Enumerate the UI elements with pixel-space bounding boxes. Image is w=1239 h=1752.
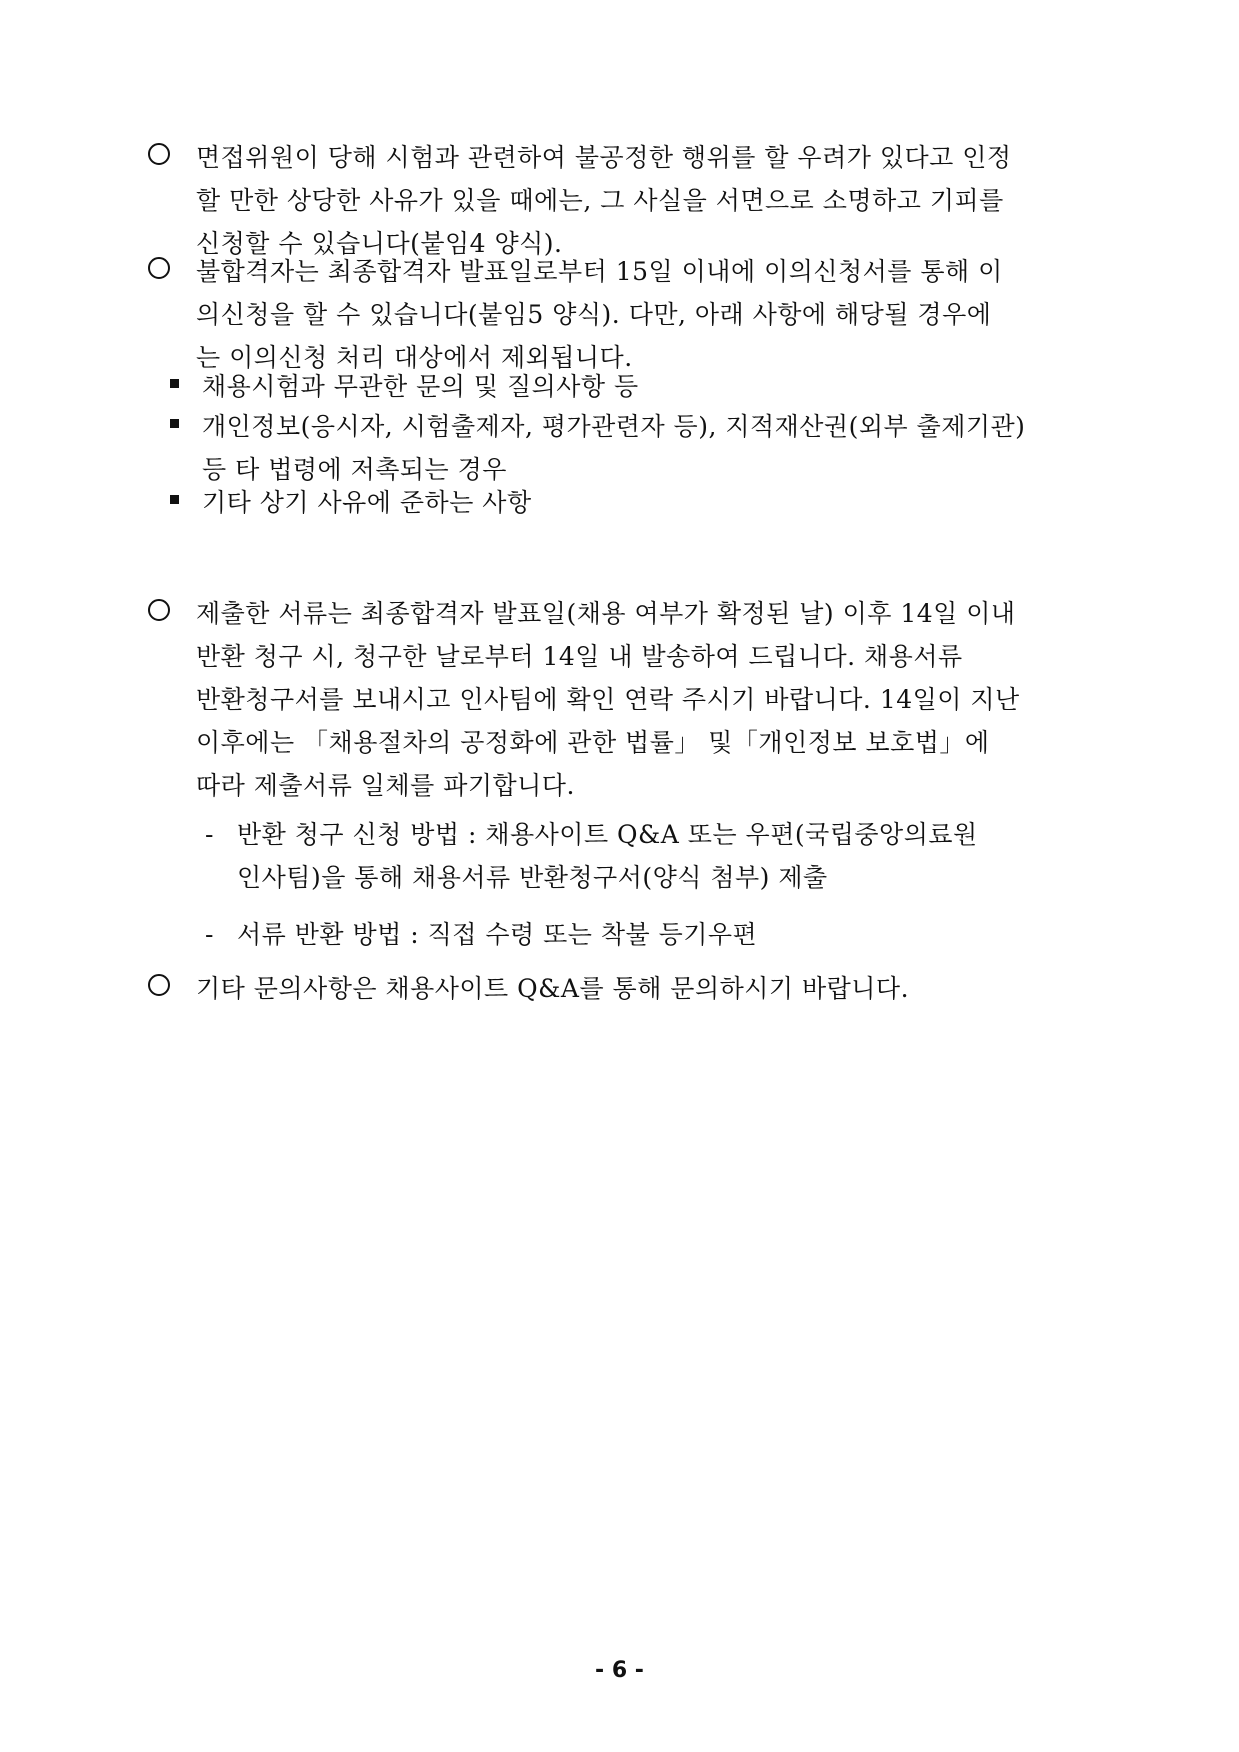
paragraph-objection xyxy=(148,250,1108,379)
square-bullet-icon xyxy=(170,379,179,388)
return-method-item xyxy=(205,913,1108,956)
circle-bullet-icon xyxy=(148,599,170,621)
exclusion-text: 개인정보(응시자, 시험출제자, 평가관련자 등), 지적재산권(외부 출제기관) 등 타 법령에 저촉되는 경우 xyxy=(202,412,1026,484)
paragraph-text: 불합격자는 최종합격자 발표일로부터 15일 이내에 이의신청서를 통해 이 의신청을 할 수 있습니다(붙임5 양식). 다만, 아래 사항에 해당될 경우에 는 이의신청 처리 대상에서 제외됩니다. xyxy=(196,257,1003,372)
return-method-item xyxy=(205,813,1108,899)
exclusion-item xyxy=(170,365,1108,408)
square-bullet-icon xyxy=(170,419,179,428)
return-method-text: 서류 반환 방법 : 직접 수령 또는 착불 등기우편 xyxy=(237,920,758,949)
paragraph-document-return xyxy=(148,592,1108,807)
circle-bullet-icon xyxy=(148,974,170,996)
dash-marker: - xyxy=(205,920,214,949)
square-bullet-icon xyxy=(170,495,179,504)
circle-bullet-icon xyxy=(148,143,170,165)
paragraph-text: 기타 문의사항은 채용사이트 Q&A를 통해 문의하시기 바랍니다. xyxy=(196,974,910,1003)
paragraph-text: 제출한 서류는 최종합격자 발표일(채용 여부가 확정된 날) 이후 14일 이내 반환 청구 시, 청구한 날로부터 14일 내 발송하여 드립니다. 채용서류 반환청구서를 보내시고 인사팀에 확인 연락 주시기 바랍니다. 14일이 지난 이후에는 「채용절차의 공정화에 관한 법률」 및「개인정보 보호법」에 따라 제출서류 일체를 파기합니다. xyxy=(196,599,1020,800)
paragraph-interviewer-challenge xyxy=(148,136,1108,265)
exclusion-text: 기타 상기 사유에 준하는 사항 xyxy=(202,488,532,517)
circle-bullet-icon xyxy=(148,257,170,279)
exclusion-item xyxy=(170,405,1108,491)
page-number: - 6 - xyxy=(595,1658,644,1683)
dash-marker: - xyxy=(205,820,214,849)
paragraph-text: 면접위원이 당해 시험과 관련하여 불공정한 행위를 할 우려가 있다고 인정 할 만한 상당한 사유가 있을 때에는, 그 사실을 서면으로 소명하고 기피를 신청할 수 있습니다(붙임4 양식). xyxy=(196,143,1012,258)
exclusion-item xyxy=(170,481,1108,524)
paragraph-other-inquiries xyxy=(148,967,1108,1010)
return-method-text: 반환 청구 신청 방법 : 채용사이트 Q&A 또는 우편(국립중앙의료원 인사팀)을 통해 채용서류 반환청구서(양식 첨부) 제출 xyxy=(237,820,978,892)
exclusion-text: 채용시험과 무관한 문의 및 질의사항 등 xyxy=(202,372,639,401)
